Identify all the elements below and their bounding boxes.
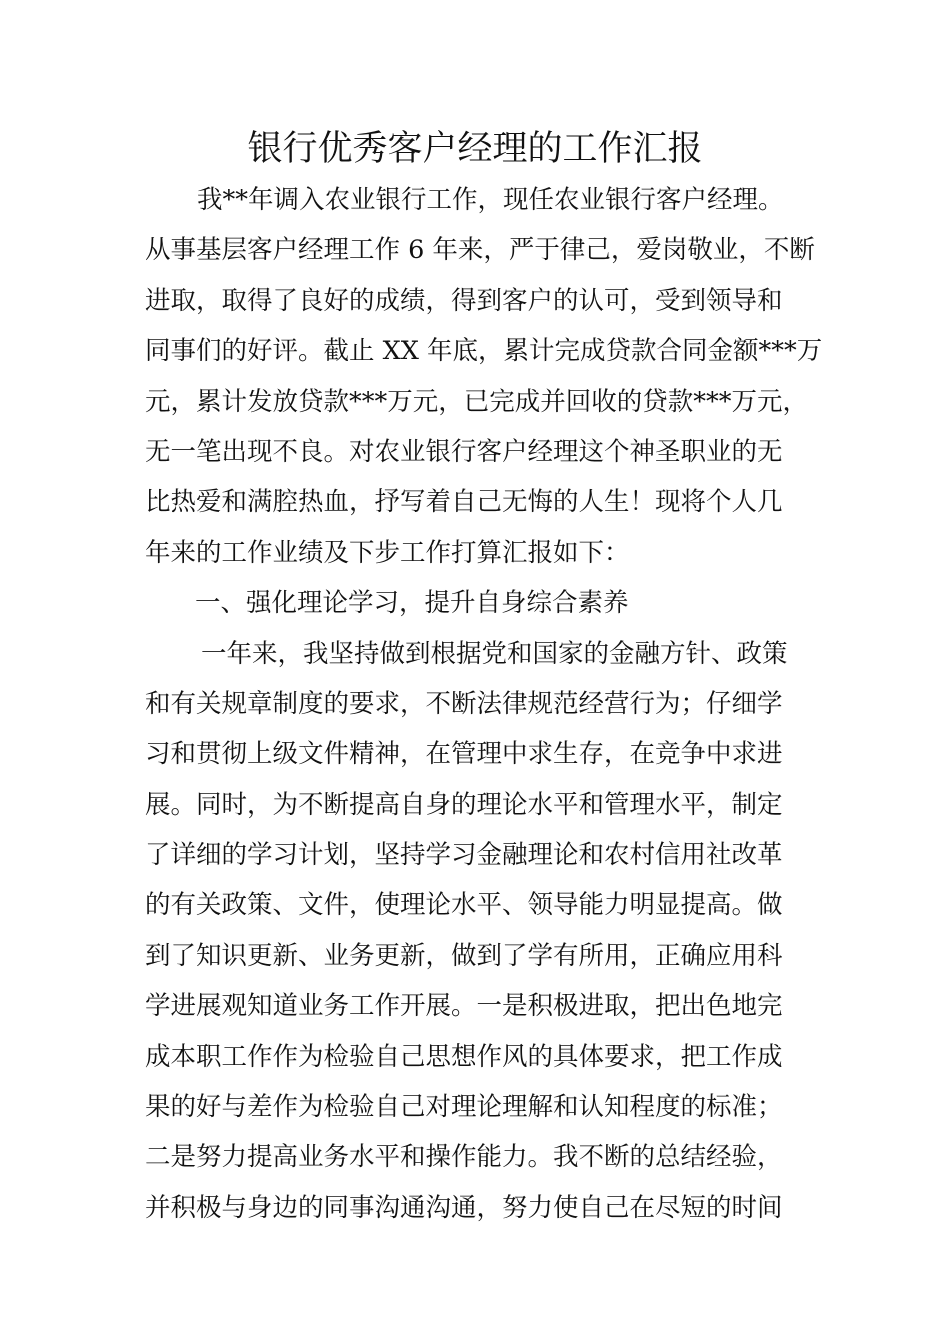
paragraph-line: 习和贯彻上级文件精神，在管理中求生存，在竞争中求进: [145, 739, 783, 770]
section-heading: 一、强化理论学习，提升自身综合素养: [195, 588, 629, 619]
paragraph-line: 并积极与身边的同事沟通沟通，努力使自己在尽短的时间: [145, 1192, 783, 1223]
paragraph-line: 一年来，我坚持做到根据党和国家的金融方针、政策: [201, 638, 788, 669]
paragraph-line: 成本职工作作为检验自己思想作风的具体要求，把工作成: [145, 1041, 783, 1072]
paragraph-line: 比热爱和满腔热血，抒写着自己无悔的人生！现将个人几: [145, 487, 783, 518]
paragraph-line: 我**年调入农业银行工作，现任农业银行客户经理。: [197, 185, 784, 215]
paragraph-line: 和有关规章制度的要求，不断法律规范经营行为；仔细学: [145, 688, 783, 719]
paragraph-line: 年来的工作业绩及下步工作打算汇报如下：: [145, 537, 630, 568]
document-body: [145, 175, 835, 1233]
paragraph-line: 从事基层客户经理工作 6 年来，严于律己，爱岗敬业，不断: [145, 235, 815, 266]
paragraph-line: 了详细的学习计划，坚持学习金融理论和农村信用社改革: [145, 840, 783, 871]
paragraph-line: 元，累计发放贷款***万元，已完成并回收的贷款***万元，: [145, 386, 809, 417]
paragraph-line: 展。同时，为不断提高自身的理论水平和管理水平，制定: [145, 789, 783, 820]
document-title: 银行优秀客户经理的工作汇报: [247, 129, 703, 169]
paragraph-line: 二是努力提高业务水平和操作能力。我不断的总结经验，: [145, 1142, 783, 1173]
paragraph-line: 到了知识更新、业务更新，做到了学有所用，正确应用科: [145, 940, 783, 971]
paragraph-line: 学进展观知道业务工作开展。一是积极进取，把出色地完: [145, 991, 783, 1022]
paragraph-line: 果的好与差作为检验自己对理论理解和认知程度的标准；: [145, 1092, 783, 1123]
paragraph-line: 进取，取得了良好的成绩，得到客户的认可，受到领导和: [145, 285, 783, 316]
paragraph-line: 的有关政策、文件，使理论水平、领导能力明显提高。做: [145, 890, 783, 921]
paragraph-line: 同事们的好评。截止 XX 年底，累计完成贷款合同金额***万: [145, 336, 823, 367]
paragraph-line: 无一笔出现不良。对农业银行客户经理这个神圣职业的无: [145, 436, 783, 467]
